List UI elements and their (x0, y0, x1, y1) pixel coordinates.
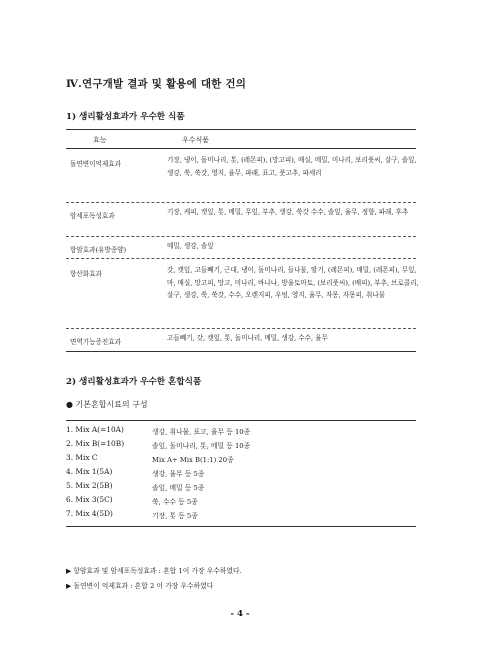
effect-label: 암세포독성효과 (70, 212, 115, 220)
mix-description: 기장, 톳 등 5종 (152, 512, 198, 520)
effect-label: 돌연변이억제효과 (70, 160, 121, 168)
table-header-rule (66, 148, 416, 149)
food-list: 기장, 케피, 캣잎, 톳, 메밀, 무잎, 부추, 생강, 쑥갓 수수, 솔잎, 율무, 정향, 파래, 후추 (167, 208, 409, 216)
effect-label: 항암효과(유방종양) (70, 246, 127, 254)
effect-label: 항산화효과 (70, 270, 102, 278)
subsection-title-2: 2) 생리활성효과가 우수한 혼합식품 (66, 377, 202, 387)
row-divider (66, 258, 416, 259)
mix-name: 7. Mix 4(5D) (66, 509, 113, 518)
mix-description: 솔잎, 메밀 등 5종 (152, 484, 205, 492)
table-header-effect: 효능 (93, 136, 107, 144)
table-header-foods: 우수식품 (182, 136, 210, 144)
mix-box-top-rule (66, 420, 416, 421)
conclusion-1: ▶ 항암효과 및 암세포독성효과 : 혼합 1이 가장 우수하였다. (66, 567, 242, 575)
table-top-rule (66, 129, 416, 130)
row-divider (66, 328, 416, 329)
row-divider (66, 202, 416, 203)
mix-composition-heading: ● 기본혼합시료의 구성 (66, 400, 148, 409)
mix-name: 3. Mix C (66, 453, 98, 462)
mix-description: Mix A+ Mix B(1:1) 20종 (152, 456, 234, 464)
mix-box-bottom-rule (66, 526, 416, 527)
mix-name: 5. Mix 2(5B) (66, 481, 113, 490)
mix-description: 생강, 취나물, 표고, 율무 등 10종 (152, 428, 251, 436)
section-title: Ⅳ.연구개발 결과 및 활용에 대한 건의 (66, 78, 247, 90)
subsection-title-1: 1) 생리활성효과가 우수한 식품 (66, 112, 185, 122)
mix-description: 솔잎, 돌미나리, 톳, 메밀 등 10종 (152, 442, 251, 450)
mix-description: 생강, 율무 등 5종 (152, 470, 205, 478)
mix-name: 2. Mix B(=10B) (66, 439, 125, 448)
mix-description: 쑥, 수수 등 5종 (152, 498, 198, 506)
mix-name: 6. Mix 3(5C) (66, 495, 113, 504)
food-list: 고들빼기, 갓, 캣잎, 톳, 돌미나리, 메밀, 생강, 수수, 율무 (167, 334, 328, 342)
conclusion-2: ▶ 돌연변이 억제효과 : 혼합 2 이 가장 우수하였다 (66, 582, 214, 590)
mix-name: 1. Mix A(=10A) (66, 425, 124, 434)
mix-name: 4. Mix 1(5A) (66, 467, 113, 476)
row-divider (66, 236, 416, 237)
food-list: 메밀, 생강, 솔잎 (167, 242, 214, 250)
food-list: 기장, 냉이, 돌미나리, 톳, (레몬피), (망고피), 매실, 메밀, 미나리, 보리풋씨, 살구, 솔잎, 생강, 쑥, 쑥갓, 영지, 율무, 파래, 표고, 풋고추, 파세리 (167, 156, 417, 177)
page-number: - 4 - (230, 609, 250, 619)
table-bottom-rule (66, 351, 416, 352)
effect-label: 면역기능증진효과 (70, 338, 121, 346)
food-list: 갓, 캣잎, 고들빼기, 근대, 냉이, 돌미나리, 들나물, 딸기, (레몬피), 매밀, (레몬피), 무잎, 마, 매실, 망고피, 망고, 미나리, 바나나, 방울토마토, (보리풋씨), (배피), 부추, 브로콜리, 살구, 생강, 쑥, 쑥갓, 수수, 오렌지피, 우엉, 영지, 율무, 자몽, 자몽피, 취나물 (167, 266, 419, 299)
